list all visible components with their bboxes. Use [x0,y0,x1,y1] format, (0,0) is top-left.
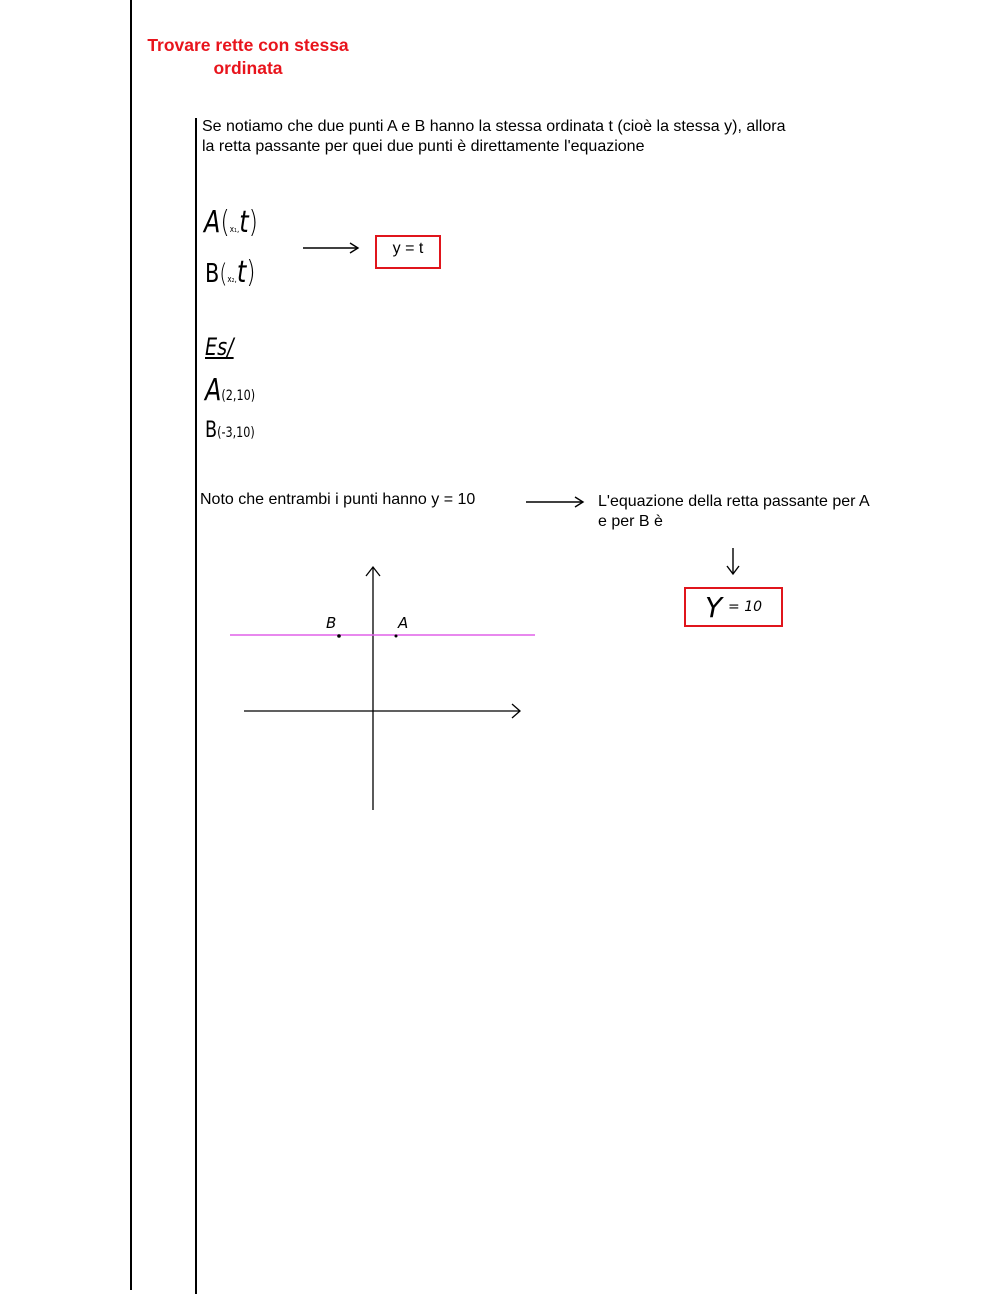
general-arrow-icon [303,243,358,253]
point-b-dot [337,634,341,638]
example-b-coords: (-3,10) [217,425,255,441]
general-point-a: A(x₁,t) [204,205,259,240]
example-result-text: L'equazione della retta passante per A e per B è [598,493,869,530]
point-b-letter: B [205,259,220,289]
example-note: Noto che entrambi i punti hanno y = 10 [200,491,476,508]
general-result-eq: y = t [392,240,424,257]
coordinate-graph [230,567,535,810]
graph-label-b: B [326,614,337,632]
example-label: Es/ [205,333,234,361]
example-a-coords: (2,10) [221,388,256,404]
example-result-rest: = 10 [728,599,763,615]
point-b-y: t [236,255,247,290]
intro-paragraph: Se notiamo che due punti A e B hanno la stessa ordinata t (cioè la stessa y), allora la retta passante per quei due punti è direttamente l'equazione [202,118,786,155]
point-a-x: x₁ [229,225,237,235]
down-arrow-icon [727,548,739,574]
point-a-dot [395,635,398,638]
graph-label-a: A [398,614,409,632]
point-a-y: t [239,205,249,240]
point-b-x: x₂ [227,275,235,285]
page-title: Trovare rette con stessa ordinata [147,35,349,78]
example-a-letter: A [205,373,222,408]
note-arrow-icon [526,497,583,507]
example-b-letter: B [205,418,218,443]
example-result-var: Y [704,590,723,624]
general-point-b: B(x₂,t) [205,255,256,290]
point-a-letter: A [204,205,221,240]
